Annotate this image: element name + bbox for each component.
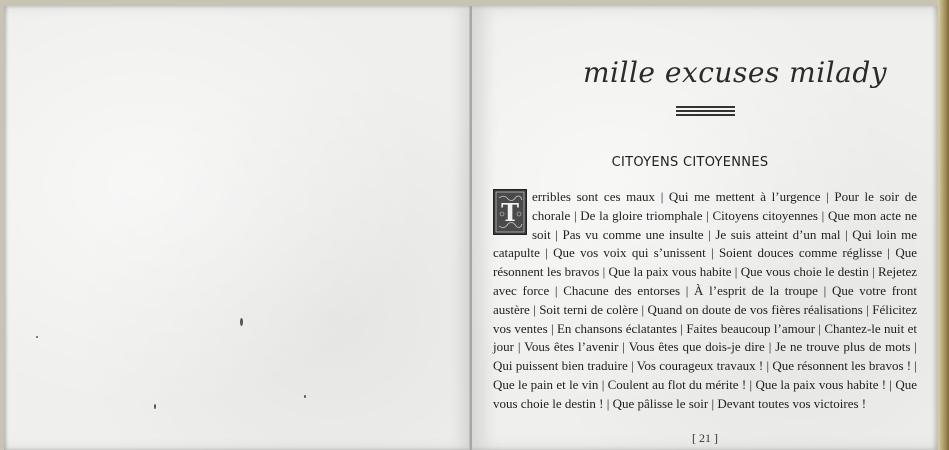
song-title: CITOYENS CITOYENNES xyxy=(611,155,769,170)
paper-speck xyxy=(240,318,243,326)
title-rule-bottom xyxy=(676,114,735,116)
page-title: mille excuses milady xyxy=(583,56,888,89)
next-page-edge xyxy=(938,0,949,450)
lyrics-text: erribles sont ces maux | Qui me mettent à l’urgence | Pour le soir de chorale | De la gloire triomphale | Citoyens citoyennes | Que mon acte ne soit | Pas vu comme une insulte | Je suis atteint d’un mal | Qui loin me catapulte | Que vos voix qui s’unissent | Soient douces comme réglisse | Que résonnent les bravos | Que la paix vous habite | Que vous choie le destin | Rejetez avec force | Chacune des entorses | À l’esprit de la troupe | Que votre front austère | Soit terni de colère | Quand on doute de vos fières réalisations | Félicitez vos ventes | En chansons éclatantes | Faites beaucoup l’amour | Chantez-le nuit et jour | Vous êtes l’avenir | Vous êtes que dois-je dire | Je ne trouve plus de mots | Qui puissent bien traduire | Vos courageux travaux ! | Que résonnent les bravos ! | Que le pain et le vin | Coulent au flot du mérite ! | Que la paix vous habite ! | Que vous choie le destin ! | Que pâlisse le soir | Devant toutes vos victoires ! xyxy=(493,189,917,411)
paper-speck xyxy=(36,336,38,338)
title-rule-middle xyxy=(676,110,735,112)
dropcap-ornament-icon xyxy=(494,190,526,234)
page-number: [ 21 ] xyxy=(692,431,718,445)
svg-text:T: T xyxy=(501,198,519,227)
song-lyrics xyxy=(493,188,917,414)
ornamental-dropcap xyxy=(493,189,527,235)
title-rule-top xyxy=(676,106,735,108)
paper-speck xyxy=(304,395,306,398)
left-page-blank xyxy=(4,6,472,450)
paper-speck xyxy=(154,404,156,409)
